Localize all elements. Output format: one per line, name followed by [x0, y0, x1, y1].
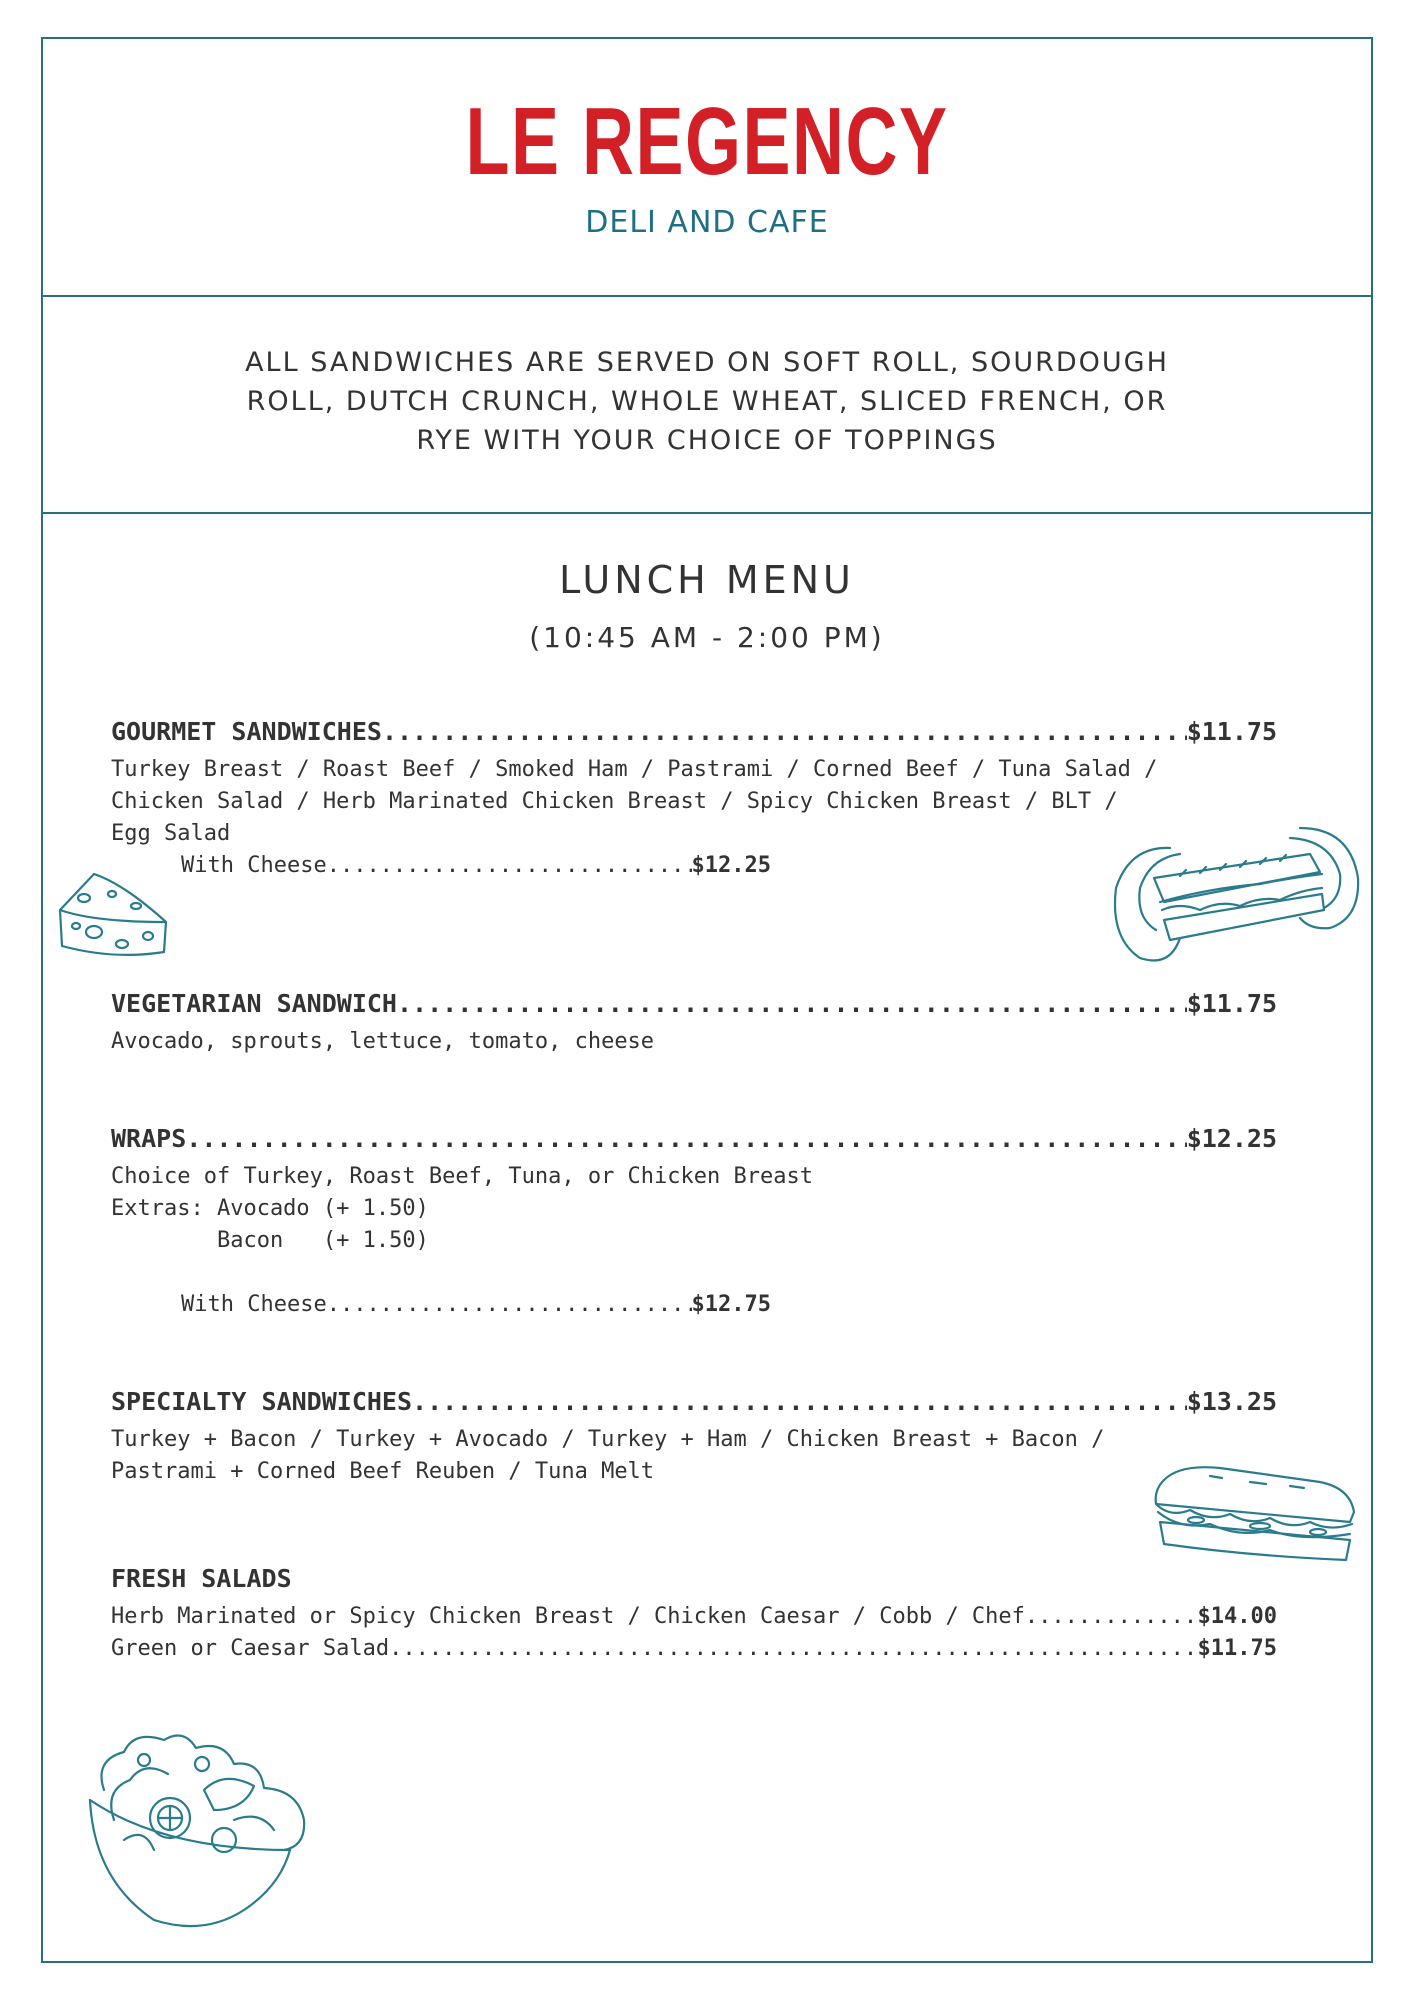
salad-item [111, 1601, 1277, 1633]
sub-sandwich-icon [1150, 1460, 1360, 1570]
section-price: $11.75 [1186, 989, 1277, 1018]
section-specialty-header [111, 1386, 1277, 1418]
section-description: Avocado, sprouts, lettuce, tomato, cheese [111, 1029, 655, 1054]
sandwich-in-hands-icon [1110, 818, 1360, 968]
section-description: Choice of Turkey, Roast Beef, Tuna, or Chicken Breast [111, 1164, 813, 1189]
section-gourmet-header [111, 716, 1277, 748]
option-price: $12.25 [691, 853, 771, 878]
section-name: VEGETARIAN SANDWICH [111, 989, 397, 1018]
section-price: $12.25 [1186, 1124, 1277, 1153]
section-name: WRAPS [111, 1124, 187, 1153]
leader-dots [186, 1123, 1186, 1155]
leader-dots [382, 716, 1187, 748]
section-description: Egg Salad [111, 821, 231, 846]
leader-dots [327, 1289, 692, 1321]
menu-hours: (10:45 AM - 2:00 PM) [529, 621, 885, 654]
item-label: Green or Caesar Salad [111, 1636, 390, 1661]
cheese-wedge-icon [54, 868, 172, 960]
bread-notice-line: RYE WITH YOUR CHOICE OF TOPPINGS [416, 425, 998, 456]
section-price: $13.25 [1186, 1387, 1277, 1416]
bread-notice-line: ROLL, DUTCH CRUNCH, WHOLE WHEAT, SLICED FRENCH, OR [246, 386, 1168, 417]
notice-divider [41, 512, 1373, 514]
leader-dots [412, 1386, 1187, 1418]
leader-dots [389, 1633, 1197, 1665]
section-name: SPECIALTY SANDWICHES [111, 1387, 413, 1416]
section-wraps-header [111, 1123, 1277, 1155]
section-name: GOURMET SANDWICHES [111, 717, 382, 746]
section-description: Chicken Salad / Herb Marinated Chicken Breast / Spicy Chicken Breast / BLT / [111, 789, 1118, 814]
item-price: $14.00 [1197, 1604, 1277, 1629]
option-label: With Cheese [181, 853, 327, 878]
menu-title: LUNCH MENU [559, 558, 855, 602]
option-price: $12.75 [691, 1292, 771, 1317]
bread-notice [170, 343, 1244, 460]
option-label: With Cheese [181, 1292, 327, 1317]
salad-bowl-icon [84, 1730, 310, 1930]
leader-dots [397, 988, 1187, 1020]
section-description: Turkey + Bacon / Turkey + Avocado / Turkey + Ham / Chicken Breast + Bacon / [111, 1427, 1105, 1452]
item-price: $11.75 [1197, 1636, 1277, 1661]
section-salads-header: FRESH SALADS [111, 1564, 292, 1593]
bread-notice-line: ALL SANDWICHES ARE SERVED ON SOFT ROLL, SOURDOUGH [245, 347, 1169, 378]
extras-line: Bacon (+ 1.50) [111, 1228, 429, 1253]
leader-dots [1025, 1601, 1198, 1633]
extras-line: Extras: Avocado (+ 1.50) [111, 1196, 429, 1221]
with-cheese-option [181, 850, 771, 882]
section-vegetarian-header [111, 988, 1277, 1020]
salad-item [111, 1633, 1277, 1665]
section-description: Turkey Breast / Roast Beef / Smoked Ham / Pastrami / Corned Beef / Tuna Salad / [111, 757, 1158, 782]
item-label: Herb Marinated or Spicy Chicken Breast / Chicken Caesar / Cobb / Chef [111, 1604, 1025, 1629]
header-divider [41, 295, 1373, 297]
with-cheese-option [181, 1289, 771, 1321]
section-price: $11.75 [1186, 717, 1277, 746]
restaurant-name: LE REGENCY [465, 88, 949, 195]
leader-dots [327, 850, 692, 882]
section-description: Pastrami + Corned Beef Reuben / Tuna Melt [111, 1459, 655, 1484]
restaurant-subtitle: DELI AND CAFE [585, 205, 829, 240]
